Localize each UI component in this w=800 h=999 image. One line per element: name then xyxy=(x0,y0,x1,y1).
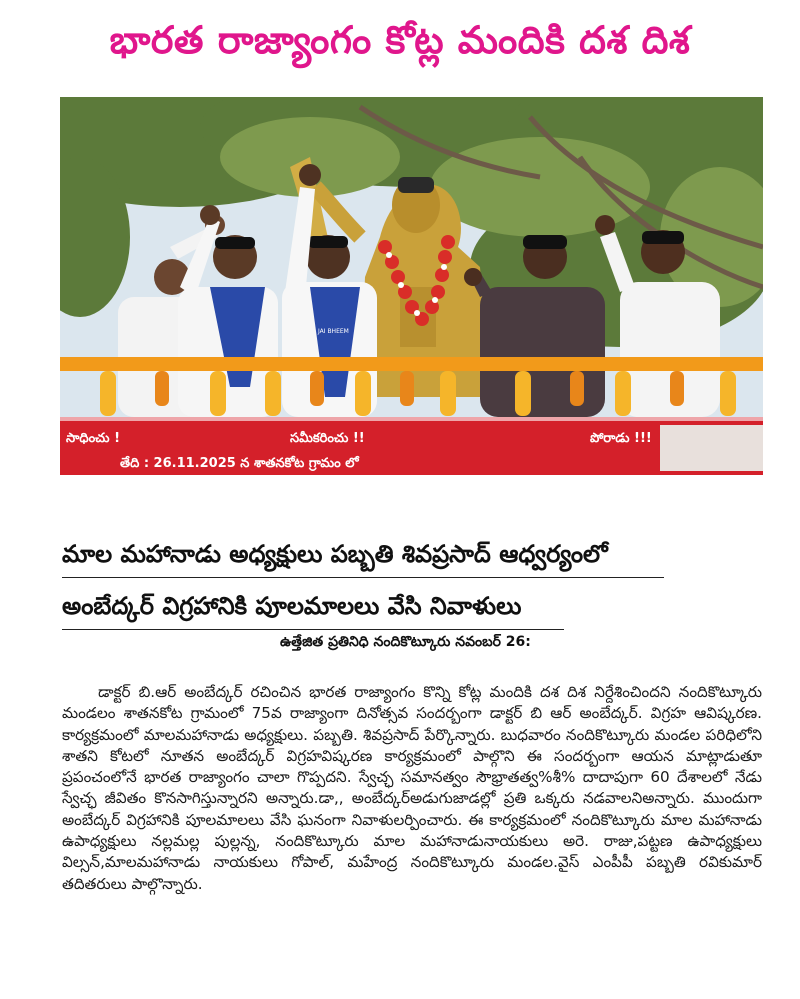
article-body: డాక్టర్ బి.ఆర్ అంబేద్కర్ రచించిన భారత రాజ్యాంగం కొన్ని కోట్ల మందికి దశ దిశ నిర్దేశించిందని నందికొట్కూరు మండలం శాతనకోట గ్రామంలో 75వ రాజ్యాంగా దినోత్సవ సందర్బంగా డాక్టర్ బి ఆర్ అంబేద్కర్. విగ్రహ ఆవిష్కరణ. కార్యక్రమంలో మాలమహానాడు అధ్యక్షులు. పబ్బతి. శివప్రసాద్ పేర్కొన్నారు. బుధవారం నందికొట్కూరు మండల పరిధిలోని శాతని కోటలో నూతన అంబేద్కర్ విగ్రహవిష్కరణ కార్యక్రమంలో పాల్గొని ఈ సందర్బంగా ఆయన మాట్లాడుతూ ప్రపంచంలోనే భారత రాజ్యాంగం చాలా గొప్పదని. స్వేచ్ఛ సమానత్వం సౌభ్రాతత్వ%శీ% దాదాపుగా 60 దేశాలలో నేడు స్వేచ్ఛ జీవితం కొనసాగిస్తున్నారని అన్నారు.డా,, అంబేద్కర్అడుగుజాడల్లో ప్రతి ఒక్కరు నడవాలనిఅన్నారు. ముందుగా అంబేద్కర్ విగ్రహానికి పూలమాలలు వేసి ఘనంగా నివాళులర్పించారు. ఈ కార్యక్రమంలో నందికొట్కూరు మాల మహానాడు ఉపాధ్యక్షులు నల్లమల్ల పుల్లన్న, నందికొట్కూరు మాల మహానాడునాయకులు అరె. రాజు,పట్టణ ఉపాధ్యక్షులు విల్సన్,మాలమహానాడు నాయకులు గోపాల్, మహేంద్ర నందికొట్కూరు మండల.వైస్ ఎంపీపీ పబ్బతి రవికుమార్ తదితరులు పాల్గొన్నారు. xyxy=(62,683,762,893)
subheading-organizer: మాల మహానాడు అధ్యక్షులు పబ్బతి శివప్రసాద్ ఆధ్వర్యంలో xyxy=(62,540,664,578)
banner-mid-text: సమీకరించు !! xyxy=(290,431,365,446)
banner-right-text: పోరాడు !!! xyxy=(590,431,652,446)
dateline: ఉత్తేజిత ప్రతినిధి నందికొట్కూరు నవంబర్ 26: xyxy=(280,634,531,650)
sash-text: JAI BHEEM xyxy=(318,328,349,335)
news-photo xyxy=(60,97,763,475)
headline: భారత రాజ్యాంగం కోట్ల మందికి దశ దిశ xyxy=(109,18,691,62)
banner-date-text: తేది : 26.11.2025 న శాతనకోట గ్రామం లో xyxy=(120,456,359,471)
banner-left-text: సాధించు ! xyxy=(66,431,121,446)
subheading-tribute: అంబేద్కర్ విగ్రహానికి పూలమాలలు వేసి నివాళులు xyxy=(62,592,564,630)
